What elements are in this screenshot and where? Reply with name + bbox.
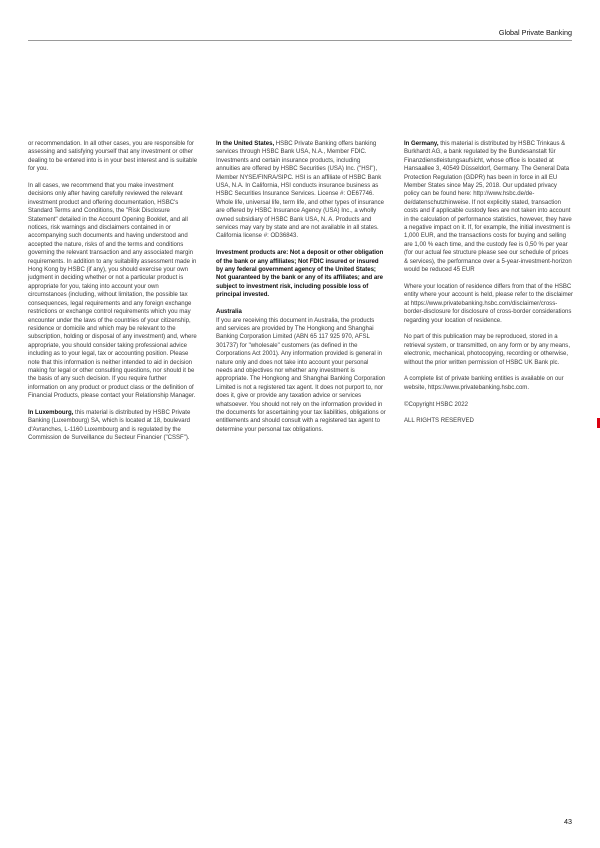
page-header-title: Global Private Banking — [498, 28, 572, 37]
germany-label: In Germany, — [404, 141, 439, 147]
investment-decision-paragraph: In all cases, we recommend that you make investment decisions only after having carefully reviewed the relevant investment product and offering documentation, HSBC's Standard Terms and Conditions, the "Risk Disclosure Statement" detailed in the Account Opening Booklet, and all notices, risk warnings and disclaimers contained in or accompanying such documents and having understood and accepted the nature, risks of and the terms and conditions governing the relevant transaction and any associated margin requirements. In addition to any suitability assessment made in Hong Kong by HSBC (if any), you should exercise your own judgment in deciding whether or not a particular product is appropriate for you, taking into account your own circumstances (including, without limitation, the possible tax consequences, legal requirements and any foreign exchange restrictions or exchange control requirements which you may encounter under the laws of the countries of your citizenship, residence or domicile and which may be relevant to the subscription, holding or disposal of any investment) and, where appropriate, you should consider taking professional advice including as to your legal, tax or accounting position. Please note that this information is neither intended to aid in decision making for legal or other consulting questions, nor should it be the basis of any such decision. If you require further information on any product or product class or the definition of Financial Products, please contact your Relationship Manager. — [28, 183, 197, 400]
luxembourg-paragraph — [28, 409, 198, 443]
united-states-label: In the United States, — [216, 141, 275, 147]
column-right — [404, 140, 574, 451]
australia-paragraph: If you are receiving this document in Australia, the products and services are provided by The Hongkong and Shanghai Banking Corporation Limited (ABN 65 117 925 970, AFSL 301737) for "wholesale" customers (as defined in the Corporations Act 2001). Any information provided is general in nature only and does not take into account your personal needs and objectives nor whether any investment is appropriate. The Hongkong and Shanghai Banking Corporation Limited is not a registered tax agent. It does not purport to, nor does it, give or provide any taxation advice or services whatsoever. You should not rely on the information provided in the documents for ascertaining your tax liabilities, obligations or entitlements and should consult with a registered tax agent to determine your personal tax obligations. — [216, 317, 386, 433]
page-number: 43 — [564, 817, 572, 826]
united-states-text: HSBC Private Banking offers banking services through HSBC Bank USA, N.A., Member FDIC. Investments and certain insurance products, including annuities are offered by HSBC Securities (USA) Inc. ("HSI"), Member NYSE/FINRA/SIPC. HSI is an affiliate of HSBC Bank USA, N.A. In California, HSI conducts insurance business as HSBC Securities Insurance Services. License #: OE67746. Whole life, universal life, term life, and other types of insurance are offered by HSBC Insurance Agency (USA) Inc., a wholly owned subsidiary of HSBC Bank USA, N. A. Products and services may vary by state and are not available in all states. California license #: OD36843. — [216, 141, 385, 240]
residence-paragraph: Where your location of residence differs from that of the HSBC entity where your account is held, please refer to the disclaimer at https://www.privatebanking.hsbc.com/disclaimer/cross-border-disclosure for disclosure of cross-border considerations regarding your location of residence. — [404, 283, 574, 324]
investment-products-notice-text: Investment products are: Not a deposit or other obligation of the bank or any affiliates; Not FDIC insured or insured by any federal government agency of the United States; Not guaranteed by the bank or any of its affiliates; and are subject to investment risk, including possible loss of principal invested. — [216, 250, 384, 299]
entities-paragraph: A complete list of private banking entities is available on our website, https://www.privatebanking.hsbc.com. — [404, 376, 564, 391]
header-divider — [28, 40, 572, 41]
luxembourg-text: this material is distributed by HSBC Private Banking (Luxembourg) SA, which is located at 18, boulevard d'Avranches, L-1160 Luxembourg and is regulated by the Commission de Surveillance du Secteur Financier ("CSSF"). — [28, 409, 191, 442]
united-states-paragraph — [216, 140, 386, 241]
germany-text: this material is distributed by HSBC Trinkaus & Burkhardt AG, a bank regulated by the Bundesanstalt für Finanzdienstleistungsaufsicht, whose office is located at Hansaallee 3, 40549 Düsseldorf, Germany. The General Data Protection Regulation (GDPR) has been in force in all EU Member States since May 25, 2018. Our updated privacy policy can be found here: http://www.hsbc.de/de-de/datenschutzhinweise. If not explicitly stated, transaction costs and if applicable custody fees are not taken into account in the calculation of performance statistics, however, they have a negative impact on it. If, for example, the initial investment is 1,000 EUR, and the transactions costs for buying and selling are 1,00 % each time, and the custody fee is 0,50 % per year (for our actual fee structure please see our schedule of prices & services), the performance over a 5-year-investment-horizon would be reduced 45 EUR — [404, 141, 572, 274]
body-columns — [28, 140, 574, 451]
column-middle — [216, 140, 386, 451]
column-left — [28, 140, 198, 451]
luxembourg-label: In Luxembourg, — [28, 409, 74, 416]
investment-products-notice — [216, 249, 386, 299]
copyright-notice: ©Copyright HSBC 2022 — [404, 401, 468, 408]
rights-reserved: ALL RIGHTS RESERVED — [404, 418, 474, 425]
reproduction-paragraph: No part of this publication may be reproduced, stored in a retrieval system, or transmitted, on any form or by any means, electronic, mechanical, photocopying, recording or otherwise, without the prior written permission of HSBC UK Bank plc. — [404, 334, 571, 366]
germany-paragraph — [404, 140, 574, 275]
australia-heading: Australia — [216, 309, 242, 316]
suitability-paragraph: or recommendation. In all other cases, you are responsible for assessing and satisfying yourself that any investment or other dealing to be entered into is in your best interest and is suitable for you. — [28, 141, 198, 173]
